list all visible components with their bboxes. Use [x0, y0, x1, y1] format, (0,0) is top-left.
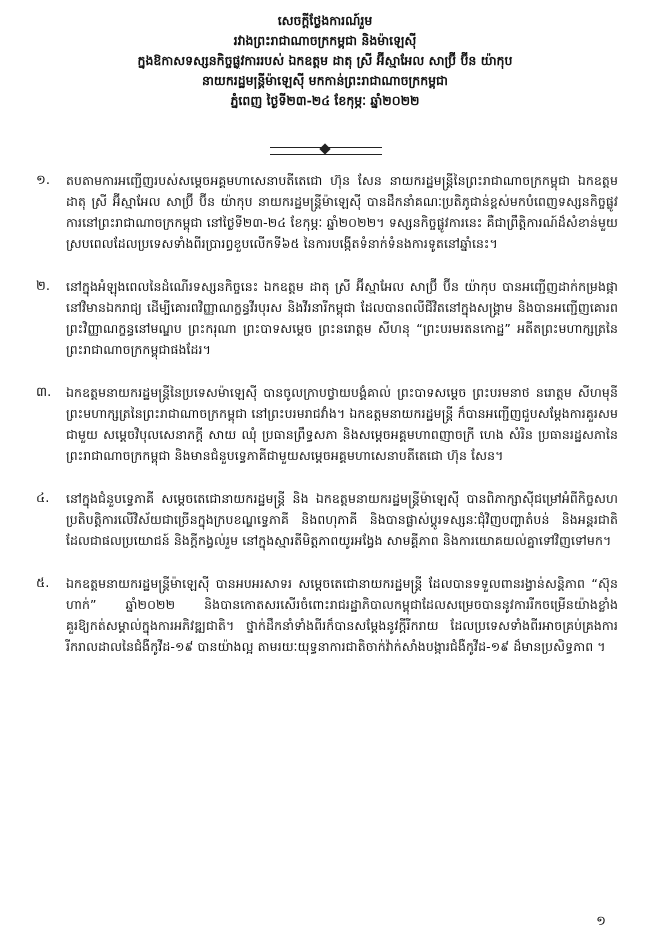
- date-line: ភ្នំពេញ ថ្ងៃទី២៣-២៤ ខែកុម្ភៈ ឆ្នាំ២០២២: [230, 93, 420, 108]
- document-title: សេចក្តីថ្លែងការណ៍រួម: [277, 13, 373, 28]
- paragraph-text: នៅក្នុងជំនួបទ្វេភាគី សម្តេចតេជោនាយករដ្ឋមន្ត្រី និង ឯកឧត្តមនាយករដ្ឋមន្ត្រីម៉ាឡេស៊ី បានពិភាក្សាស៊ីជម្រៅអំពីកិច្ចសហប្រតិបត្តិការលើវិស័យជាច្រើនក្នុងក្របខណ្ឌទ្វេភាគី និងពហុភាគី និងបានផ្លាស់ប្តូរទស្សនៈជុំវិញបញ្ហាតំបន់ និងអន្តរជាតិ ដែលជាផលប្រយោជន៍ និងក្តីកង្វល់រួម នៅក្នុងស្មារតីមិត្តភាពយូរអង្វែង សាមគ្គីភាព និងការយោគយល់គ្នាទៅវិញទៅមក។: [66, 491, 618, 548]
- paragraph: [32, 382, 618, 466]
- paragraph-text: នៅក្នុងអំឡុងពេលនៃដំណើរទស្សនកិច្ចនេះ ឯកឧត្តម ដាតុ ស្រី អ៊ីស្មាអែល សាប្រ៊ី ប៊ីន យ៉ាកុប បានអញ្ជើញដាក់កម្រងផ្កានៅវិមានឯករាជ្យ ដើម្បីគោរពវិញ្ញាណក្ខន្ធវីរបុរស និងវីរនារីកម្ពុជា ដែលបានពលីជីវិតនៅក្នុងសង្គ្រាម និងបានអញ្ជើញគោរពព្រះវិញ្ញាណក្ខន្ធនៅមណ្ឌប ព្រះករុណា ព្រះបាទសម្តេច ព្រះនរោត្តម សីហនុ “ព្រះបរមរតនកោដ្ឋ” អតីតព្រះមហាក្សត្រនៃព្រះរាជាណាចក្រកម្ពុជាផងដែរ។: [66, 279, 618, 357]
- paragraph-number: ៣.: [36, 385, 52, 400]
- paragraph-number: ២.: [36, 279, 50, 294]
- paragraph-number: ៤.: [36, 491, 50, 506]
- page-number: ១: [596, 914, 606, 929]
- document-header: [40, 12, 610, 112]
- body-paragraphs: [32, 170, 618, 679]
- paragraph: [32, 170, 618, 254]
- paragraph-text: ឯកឧត្តមនាយករដ្ឋមន្ត្រីម៉ាឡេស៊ី បានអបអរសាទរ សម្តេចតេជោនាយករដ្ឋមន្ត្រី ដែលបានទទួលពានរង្វាន់សន្តិភាព “ស៊ុនហាក់” ឆ្នាំ២០២២ និងបានកោតសរសើរចំពោះរាជរដ្ឋាភិបាលកម្ពុជាដែលសម្រេចបាននូវការរីកចម្រើនយ៉ាងខ្លាំងគួរឱ្យកត់សម្គាល់ក្នុងការអភិវឌ្ឍជាតិ។ ថ្នាក់ដឹកនាំទាំងពីរក៏បានសម្តែងនូវក្តីរីករាយ ដែលប្រទេសទាំងពីរអាចគ្រប់គ្រងការរីករាលដាលនៃជំងឺកូវីដ-១៩ បានយ៉ាងល្អ តាមរយៈយុទ្ធនាការជាតិចាក់វ៉ាក់សាំងបង្ការជំងឺកូវីដ-១៩ ដ៏មានប្រសិទ្ធភាព ។: [66, 576, 618, 654]
- paragraph-text: ឯកឧត្តមនាយករដ្ឋមន្ត្រីនៃប្រទេសម៉ាឡេស៊ី បានចូលក្រាបថ្វាយបង្គំគាល់ ព្រះបាទសម្តេច ព្រះបរមនាថ នរោត្តម សីហមុនី ព្រះមហាក្សត្រនៃព្រះរាជាណាចក្រកម្ពុជា នៅព្រះបរមរាជវាំង។ ឯកឧត្តមនាយករដ្ឋមន្ត្រី ក៏បានអញ្ជើញជួបសម្តែងការគួរសមជាមួយ សម្តេចវិបុលសេនាភក្តី សាយ ឈុំ ប្រធានព្រឹទ្ធសភា និងសម្តេចអគ្គមហាពញាចក្រី ហេង សំរិន ប្រធានរដ្ឋសភានៃព្រះរាជាណាចក្រកម្ពុជា និងមានជំនួបទ្វេភាគីជាមួយសម្តេចអគ្គមហាសេនាបតីតេជោ ហ៊ុន សែន។: [66, 385, 618, 463]
- paragraph: [32, 276, 618, 360]
- paragraph-number: ១.: [36, 173, 50, 188]
- paragraph: [32, 488, 618, 551]
- visit-occasion-line: ក្នុងឱកាសទស្សនកិច្ចផ្លូវការរបស់ ឯកឧត្តម ដាតុ ស្រី អ៊ីស្មាអែល សាប្រ៊ី ប៊ីន យ៉ាកុប: [137, 53, 513, 68]
- document-subtitle: រវាងព្រះរាជាណាចក្រកម្ពុជា និងម៉ាឡេស៊ី: [233, 33, 417, 48]
- paragraph-number: ៥.: [36, 576, 50, 591]
- visitor-title-line: នាយករដ្ឋមន្ត្រីម៉ាឡេស៊ី មកកាន់ព្រះរាជាណាចក្រកម្ពុជា: [202, 73, 448, 88]
- paragraph: [32, 573, 618, 657]
- paragraph-text: តបតាមការអញ្ជើញរបស់សម្តេចអគ្គមហាសេនាបតីតេជោ ហ៊ុន សែន នាយករដ្ឋមន្ត្រីនៃព្រះរាជាណាចក្រកម្ពុជា ឯកឧត្តម ដាតុ ស្រី អ៊ីស្មាអែល សាប្រ៊ី ប៊ីន យ៉ាកុប នាយករដ្ឋមន្ត្រីម៉ាឡេស៊ី បានដឹកនាំគណៈប្រតិភូជាន់ខ្ពស់មកបំពេញទស្សនកិច្ចផ្លូវការនៅព្រះរាជាណាចក្រកម្ពុជា នៅថ្ងៃទី២៣-២៤ ខែកុម្ភៈ ឆ្នាំ២០២២។ ទស្សនកិច្ចផ្លូវការនេះ គឺជាព្រឹត្តិការណ៍ដ៏សំខាន់មួយស្របពេលដែលប្រទេសទាំងពីរប្រារព្ធខួបលើកទី៦៥ នៃការបង្កើតទំនាក់ទំនងការទូតនៅឆ្នាំនេះ។: [66, 173, 618, 251]
